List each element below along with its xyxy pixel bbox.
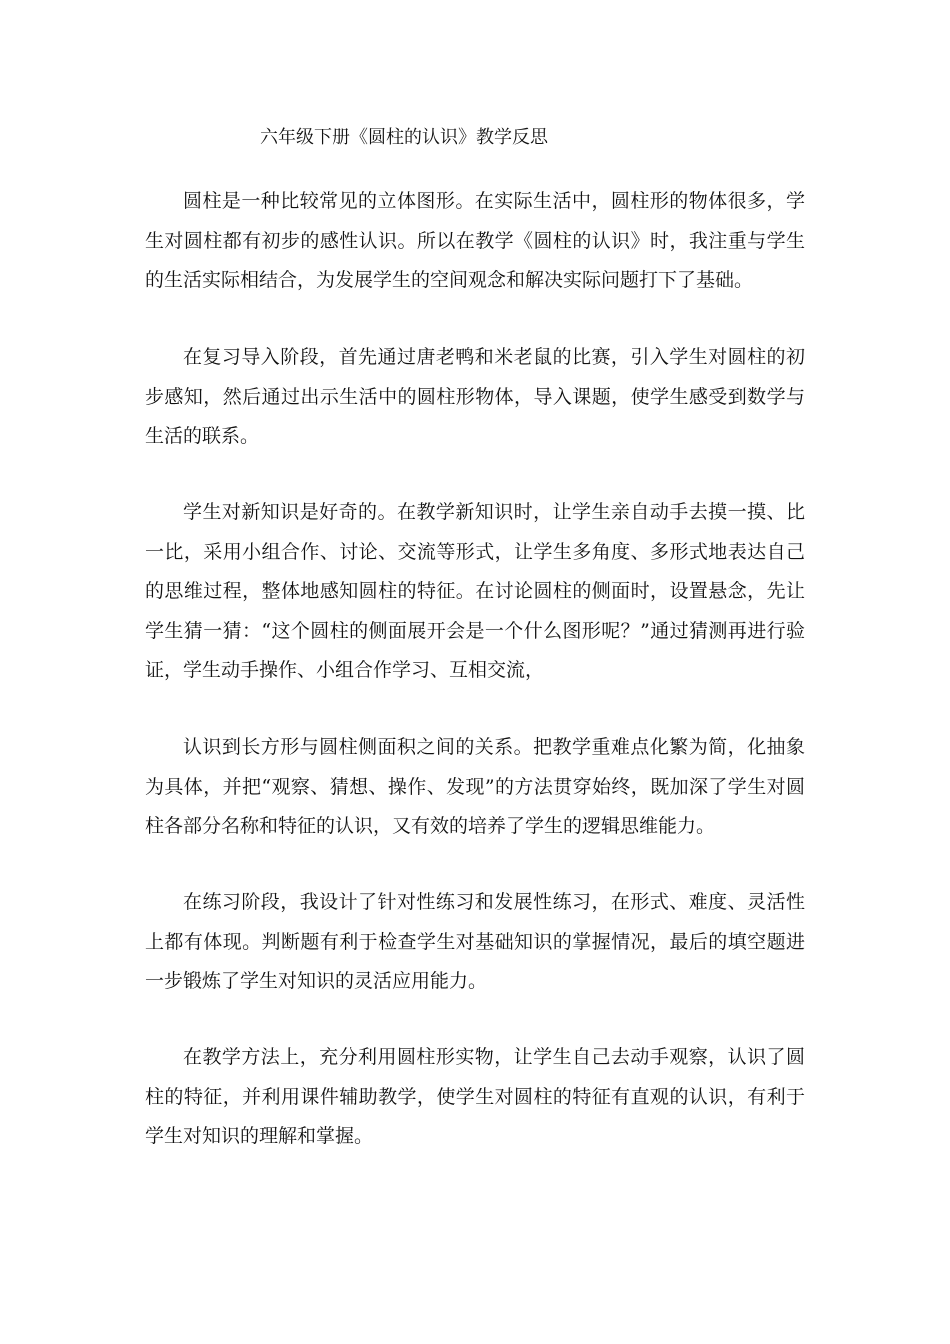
paragraph-relationship: 认识到长方形与圆柱侧面积之间的关系。把教学重难点化繁为简，化抽象为具体，并把“观察、猜想、操作、发现”的方法贯穿始终，既加深了学生对圆柱各部分名称和特征的认识，又有效的培养了学生的逻辑思维能力。 xyxy=(145,736,805,837)
paragraph-review-intro: 在复习导入阶段，首先通过唐老鸭和米老鼠的比赛，引入学生对圆柱的初步感知，然后通过出示生活中的圆柱形物体，导入课题，使学生感受到数学与生活的联系。 xyxy=(145,346,805,447)
paragraph-practice: 在练习阶段，我设计了针对性练习和发展性练习，在形式、难度、灵活性上都有体现。判断题有利于检查学生对基础知识的掌握情况，最后的填空题进一步锻炼了学生对知识的灵活应用能力。 xyxy=(145,891,805,992)
paragraph-method: 在教学方法上，充分利用圆柱形实物，让学生自己去动手观察，认识了圆柱的特征，并利用课件辅助教学，使学生对圆柱的特征有直观的认识，有利于学生对知识的理解和掌握。 xyxy=(145,1046,805,1147)
document-title: 六年级下册《圆柱的认识》教学反思 xyxy=(260,127,548,148)
paragraph-intro: 圆柱是一种比较常见的立体图形。在实际生活中，圆柱形的物体很多，学生对圆柱都有初步的感性认识。所以在教学《圆柱的认识》时，我注重与学生的生活实际相结合，为发展学生的空间观念和解决实际问题打下了基础。 xyxy=(145,190,805,291)
paragraph-new-knowledge: 学生对新知识是好奇的。在教学新知识时，让学生亲自动手去摸一摸、比一比，采用小组合作、讨论、交流等形式，让学生多角度、多形式地表达自己的思维过程，整体地感知圆柱的特征。在讨论圆柱的侧面时，设置悬念，先让学生猜一猜：“这个圆柱的侧面展开会是一个什么图形呢？”通过猜测再进行验证，学生动手操作、小组合作学习、互相交流， xyxy=(145,501,805,681)
